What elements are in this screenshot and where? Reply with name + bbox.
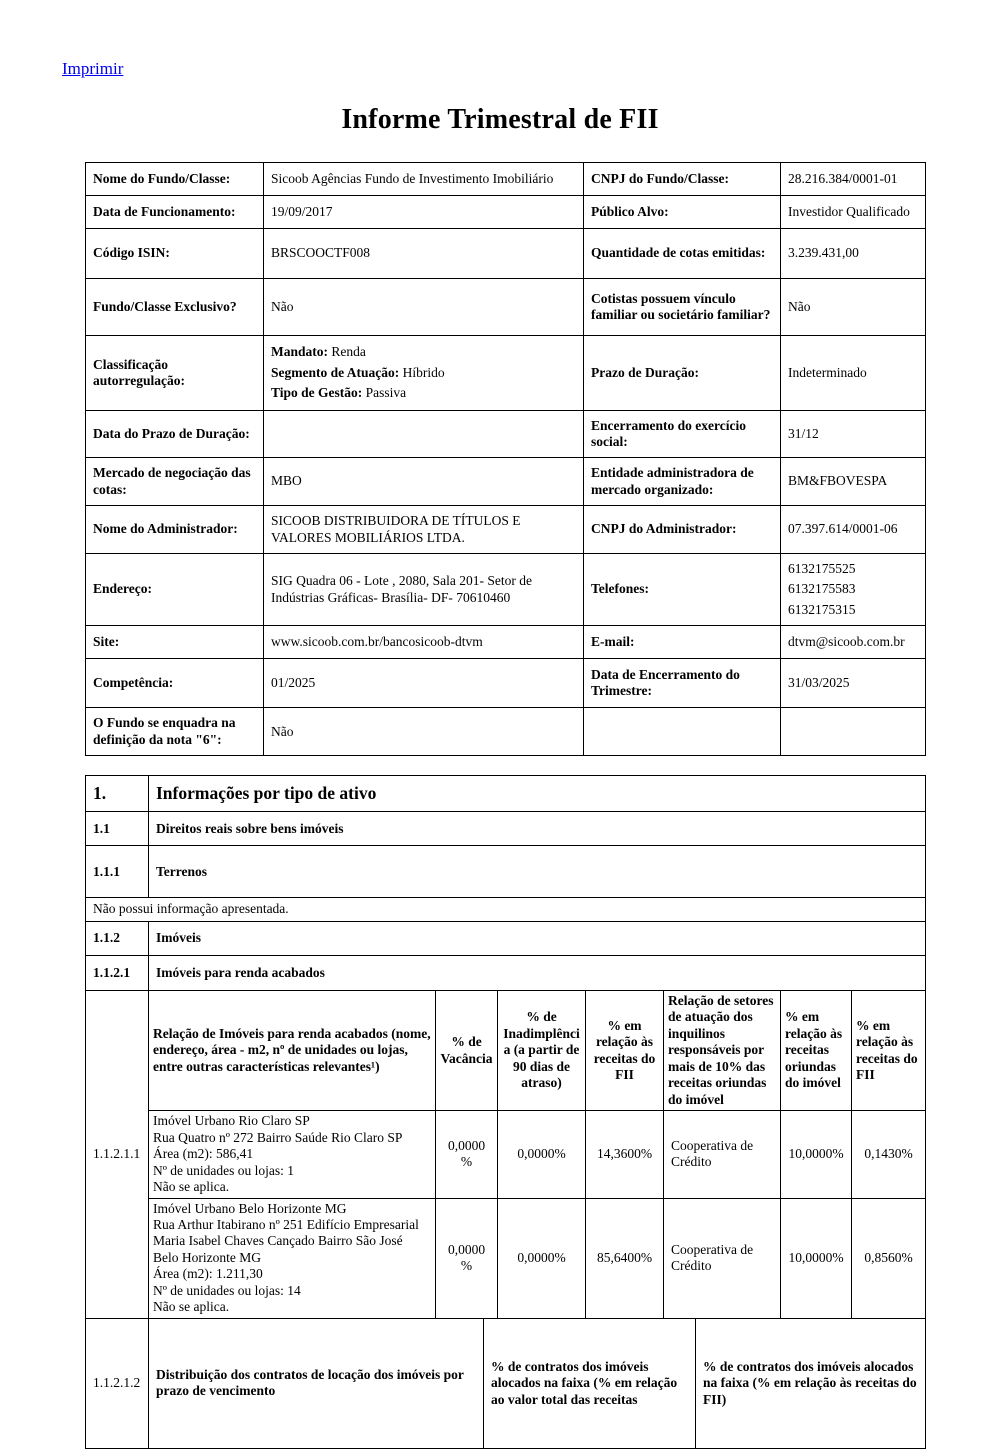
page-title: Informe Trimestral de FII	[341, 104, 659, 135]
field-label: Entidade administradora de mercado organizado:	[584, 458, 781, 506]
description-line: Nº de unidades ou lojas: 14	[153, 1282, 301, 1298]
section-row	[86, 812, 926, 846]
field-label: Telefones:	[584, 554, 781, 626]
field-value: 31/03/2025	[781, 659, 926, 708]
field-value: Não	[264, 708, 584, 756]
print-link[interactable]: Imprimir	[62, 59, 124, 78]
field-label: CNPJ do Administrador:	[584, 506, 781, 554]
column-header-fii-revenue: % em relação às receitas do FII	[586, 990, 664, 1110]
field-label	[584, 708, 781, 756]
field-value: Indeterminado	[781, 336, 926, 411]
field-label: Público Alvo:	[584, 196, 781, 229]
field-label: Prazo de Duração:	[584, 336, 781, 411]
field-value: dtvm@sicoob.com.br	[781, 626, 926, 659]
fund-info-row	[86, 229, 926, 279]
field-value: BM&FBOVESPA	[781, 458, 926, 506]
field-value: www.sicoob.com.br/bancosicoob-dtvm	[264, 626, 584, 659]
section-number: 1.1.2.1.1	[86, 990, 149, 1318]
section-title: Terrenos	[149, 846, 926, 898]
phone-line: 6132175315	[788, 601, 856, 617]
section-title: Direitos reais sobre bens imóveis	[149, 812, 926, 846]
field-label: Código ISIN:	[86, 229, 264, 279]
column-header-property-revenue: % em relação às receitas oriundas do imóvel	[781, 990, 852, 1110]
contracts-header-row	[86, 1318, 926, 1448]
no-info-text: Não possui informação apresentada.	[86, 898, 926, 921]
field-value: SICOOB DISTRIBUIDORA DE TÍTULOS E VALORES MOBILIÁRIOS LTDA.	[264, 506, 584, 554]
property-row	[86, 1198, 926, 1318]
field-value: 07.397.614/0001-06	[781, 506, 926, 554]
field-value: 3.239.431,00	[781, 229, 926, 279]
field-label: Competência:	[86, 659, 264, 708]
fund-info-row	[86, 554, 926, 626]
field-label: Endereço:	[86, 554, 264, 626]
field-label: E-mail:	[584, 626, 781, 659]
property-revenue-value: 10,0000%	[781, 1198, 852, 1318]
column-header-contracts-pct-revenue: % de contratos dos imóveis alocados na faixa (% em relação ao valor total das receitas	[484, 1318, 696, 1448]
field-value: 31/12	[781, 411, 926, 458]
field-value: MBO	[264, 458, 584, 506]
field-label: Fundo/Classe Exclusivo?	[86, 279, 264, 336]
fii-revenue-value: 85,6400%	[586, 1198, 664, 1318]
field-label: Quantidade de cotas emitidas:	[584, 229, 781, 279]
column-header-vacancy: % de Vacância	[436, 990, 498, 1110]
description-line: Rua Arthur Itabirano nº 251 Edifício Empresarial Maria Isabel Chaves Cançado Bairro São José Belo Horizonte MG	[153, 1216, 419, 1265]
field-label: Nome do Administrador:	[86, 506, 264, 554]
column-header-fii-revenue-2: % em relação às receitas do FII	[852, 990, 926, 1110]
field-label: CNPJ do Fundo/Classe:	[584, 163, 781, 196]
field-value: Sicoob Agências Fundo de Investimento Imobiliário	[264, 163, 584, 196]
field-value: SIG Quadra 06 - Lote , 2080, Sala 201- Setor de Indústrias Gráficas- Brasília- DF- 70610460	[264, 554, 584, 626]
section-row	[86, 921, 926, 955]
field-value	[781, 708, 926, 756]
properties-header-row	[86, 990, 926, 1110]
classification-value	[264, 336, 584, 411]
column-header-contracts-pct-fii: % de contratos dos imóveis alocados na faixa (% em relação às receitas do FII)	[696, 1318, 926, 1448]
field-label: Encerramento do exercício social:	[584, 411, 781, 458]
property-description	[149, 1198, 436, 1318]
fund-info-row	[86, 336, 926, 411]
fund-info-table	[85, 162, 926, 756]
column-header-description: Relação de Imóveis para renda acabados (nome, endereço, área - m2, nº de unidades ou lojas, entre outras características relevantes¹)	[149, 990, 436, 1110]
sub-label: Mandato:	[271, 344, 328, 360]
description-line: Área (m2): 1.211,30	[153, 1266, 263, 1282]
description-line: Rua Quatro nº 272 Bairro Saúde Rio Claro SP	[153, 1129, 403, 1145]
sub-label: Segmento de Atuação:	[271, 364, 400, 380]
field-label: Data de Funcionamento:	[86, 196, 264, 229]
fund-info-row	[86, 411, 926, 458]
field-value: 01/2025	[264, 659, 584, 708]
section-number: 1.1.2	[86, 921, 149, 955]
vacancy-value: 0,0000%	[436, 1111, 498, 1198]
description-line: Imóvel Urbano Rio Claro SP	[153, 1113, 310, 1129]
fund-info-row	[86, 458, 926, 506]
fii-revenue-2-value: 0,8560%	[852, 1198, 926, 1318]
description-line: Não se aplica.	[153, 1299, 230, 1315]
field-value: 28.216.384/0001-01	[781, 163, 926, 196]
fund-info-row	[86, 626, 926, 659]
section-header-row	[86, 776, 926, 812]
field-label: Cotistas possuem vínculo familiar ou societário familiar?	[584, 279, 781, 336]
fii-revenue-value: 14,3600%	[586, 1111, 664, 1198]
sectors-value: Cooperativa de Crédito	[664, 1111, 781, 1198]
field-value: BRSCOOCTF008	[264, 229, 584, 279]
vacancy-value: 0,0000%	[436, 1198, 498, 1318]
description-line: Imóvel Urbano Belo Horizonte MG	[153, 1200, 347, 1216]
property-revenue-value: 10,0000%	[781, 1111, 852, 1198]
property-description	[149, 1111, 436, 1198]
column-header-sectors: Relação de setores de atuação dos inquilinos responsáveis por mais de 10% das receitas oriundas do imóvel	[664, 990, 781, 1110]
field-value: Não	[781, 279, 926, 336]
fund-info-row	[86, 163, 926, 196]
description-line: Área (m2): 586,41	[153, 1146, 254, 1162]
default-rate-value: 0,0000%	[498, 1198, 586, 1318]
default-rate-value: 0,0000%	[498, 1111, 586, 1198]
section-row	[86, 846, 926, 898]
sub-value: Renda	[331, 344, 366, 360]
section-title: Informações por tipo de ativo	[149, 776, 926, 812]
section-title: Imóveis para renda acabados	[149, 955, 926, 990]
column-header-contracts-term: Distribuição dos contratos de locação dos imóveis por prazo de vencimento	[149, 1318, 484, 1448]
field-label: Mercado de negociação das cotas:	[86, 458, 264, 506]
description-line: Não se aplica.	[153, 1179, 230, 1195]
classification-line	[271, 344, 576, 360]
description-line: Nº de unidades ou lojas: 1	[153, 1162, 295, 1178]
properties-table	[85, 990, 926, 1319]
section-number: 1.	[86, 776, 149, 812]
field-label: Site:	[86, 626, 264, 659]
section-number: 1.1	[86, 812, 149, 846]
sub-value: Passiva	[365, 385, 407, 401]
section-title: Imóveis	[149, 921, 926, 955]
classification-line	[271, 385, 576, 401]
no-info-row	[86, 898, 926, 921]
field-label: Nome do Fundo/Classe:	[86, 163, 264, 196]
section-row	[86, 955, 926, 990]
field-label: O Fundo se enquadra na definição da nota "6":	[86, 708, 264, 756]
field-value: Investidor Qualificado	[781, 196, 926, 229]
field-value: 19/09/2017	[264, 196, 584, 229]
sections-table	[85, 775, 926, 990]
section-number: 1.1.2.1	[86, 955, 149, 990]
fund-info-row	[86, 659, 926, 708]
field-label: Classificação autorregulação:	[86, 336, 264, 411]
section-number: 1.1.1	[86, 846, 149, 898]
sub-value: Híbrido	[402, 364, 445, 380]
field-value	[264, 411, 584, 458]
sectors-value: Cooperativa de Crédito	[664, 1198, 781, 1318]
fund-info-row	[86, 708, 926, 756]
fund-info-row	[86, 279, 926, 336]
field-label: Data do Prazo de Duração:	[86, 411, 264, 458]
phone-line: 6132175525	[788, 561, 856, 576]
classification-line	[271, 365, 576, 381]
contracts-table	[85, 1318, 926, 1449]
fund-info-row	[86, 196, 926, 229]
phones-value	[781, 554, 926, 626]
column-header-default-rate: % de Inadimplência (a partir de 90 dias de atraso)	[498, 990, 586, 1110]
field-value: Não	[264, 279, 584, 336]
phone-line: 6132175583	[788, 581, 856, 597]
field-label: Data de Encerramento do Trimestre:	[584, 659, 781, 708]
section-number: 1.1.2.1.2	[86, 1318, 149, 1448]
fund-info-row	[86, 506, 926, 554]
fii-revenue-2-value: 0,1430%	[852, 1111, 926, 1198]
property-row	[86, 1111, 926, 1198]
sub-label: Tipo de Gestão:	[271, 385, 363, 401]
document-body	[85, 162, 925, 1449]
